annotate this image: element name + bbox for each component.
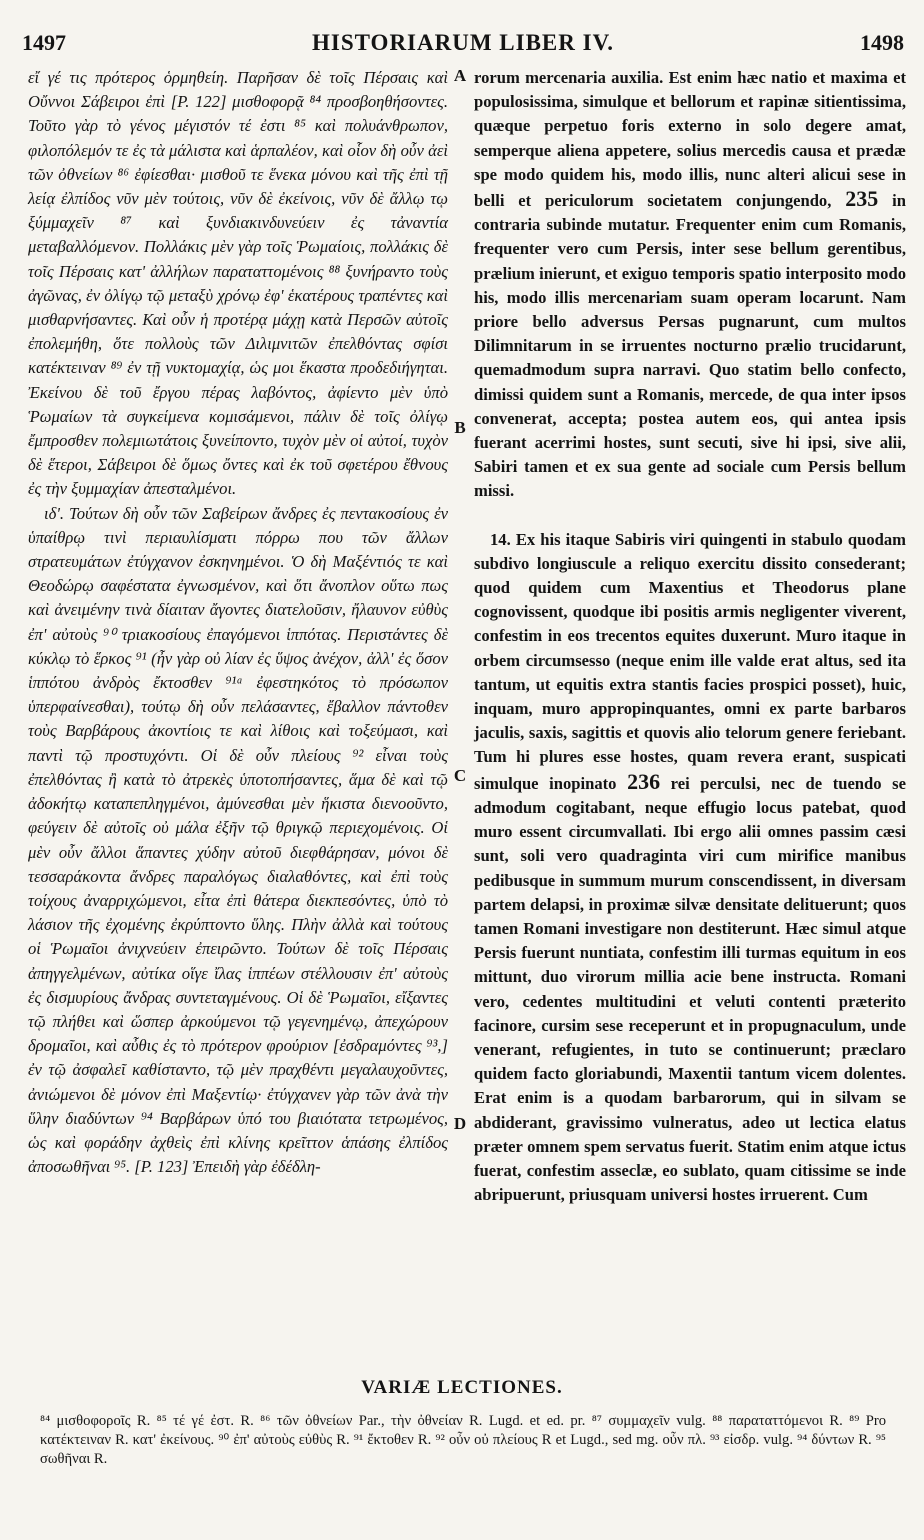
page-number-right: 1498 xyxy=(859,30,904,55)
latin-paragraph-1 xyxy=(474,66,906,504)
section-marker-b: B xyxy=(454,418,466,437)
latin-paragraph-1-start: rorum mercenaria auxilia. Est enim hæc natio et maxima et populosissima, simulque et bellorum et rapinæ sitientissima, quæque perpetuo foris externo in solo degere amat, semperque aliena appetere, solius mercedis causa et prædæ spe modo quidem his, modo illis, nunc alteri alicui sese in belli et periculorum societatem conjungendo, xyxy=(474,68,906,211)
greek-column xyxy=(28,66,448,1179)
latin-paragraph-2 xyxy=(474,528,906,1208)
latin-paragraph-2-end: rei perculsi, nec de tuendo se admodum cogitabant, neque effugio locus patebat, quod muro essent circumvallati. Ibi ergo alii omnes passim cæsi sunt, soli vero quadraginta viri cum mirifice manibus pedibusque in summum murum conscendissent, in diversam partem delapsi, in proximæ silvæ densitate delituerunt; quos tamen Romani investigare non destiterunt. Hæc simul atque Persis fuerunt nuntiata, confestim illi turmas equitum in eos mittunt, duo virorum millia acie bene instructa. Romani vero, cedentes multitudini et veluti contenti præterito facinore, cursim sese receperunt et in propugnaculum, unde venerant, refugientes, in tuto se continuerunt; præclaro quidem facto gloriabundi, Maxentii tantum vicem dolentes. Erat enim is a quodam barbarorum, qui in silvam se abdiderant, gravissimo vulneratus, adeo ut lectica elatus præter omnem spem servatus fuerit. Statim enim atque ictus fuerat, confestim asseclæ, eo sublato, quam citissime se inde abripuerunt, priusquam universi hostes irruerent. Cum xyxy=(474,773,906,1205)
margin-number-235: 235 xyxy=(845,186,879,212)
section-marker-d: D xyxy=(453,1114,467,1133)
running-title: HISTORIARUM LIBER IV. xyxy=(312,30,614,55)
latin-column xyxy=(474,66,906,1207)
latin-paragraph-2-start: 14. Ex his itaque Sabiris viri quingenti in stabulo quodam subdivo longiuscule a reliquo exercitu dissito consederant; quod quidem cum Maxentius et Theodorus plane cognovissent, quodque ibi positis armis negligenter viverent, confestim in eos trecentos equites duxerunt. Muro itaque in orbem circumsesso (neque enim ille valde erat altus, sed ita tantum, ut equitis extra stantis facies prospici posset), huic, inquam, muro appropinquantes, omni ex parte barbaros jaculis, saxis, sagittis et quovis alio telorum genere feriebant. Tum hi plures esse hostes, quam revera erant, suspicati simulque inopinato xyxy=(474,529,906,793)
margin-number-236: 236 xyxy=(627,768,661,794)
page-number-left: 1497 xyxy=(22,30,66,55)
section-marker-c: C xyxy=(453,766,467,785)
variae-lectiones-text: ⁸⁴ μισθοφοροῖς R. ⁸⁵ τέ γέ ἐστ. R. ⁸⁶ τῶν ὀθνείων Par., τὴν ὀθνείαν R. Lugd. et ed. pr. ⁸⁷ συμμαχεῖν vulg. ⁸⁸ παραταττόμενοι R. ⁸⁹ Pro κατέκτειναν R. κατ' ἐκείνους. ⁹⁰ ἐπ' αὐτοὺς εὐθὺς R. ⁹¹ ἔκτοθεν R. ⁹² οὖν οὐ πλείους R et Lugd., sed mg. οὖν πλ. ⁹³ εἰσδρ. vulg. ⁹⁴ δύντων R. ⁹⁵ σωθῆναι R. xyxy=(40,1413,886,1467)
section-marker-a: A xyxy=(453,66,467,85)
variae-lectiones-title: VARIÆ LECTIONES. xyxy=(361,1377,563,1398)
greek-paragraph-2: ιδʹ. Τούτων δὴ οὖν τῶν Σαβείρων ἄνδρες ἐς πεντακοσίους ἐν ὑπαίθρῳ τινὶ περιαυλίσματι πόρρω που τῶν ἄλλων στρατευμάτων ἐτύγχανον ἐσκηνημένοι. Ὁ δὴ Μαξέντιός τε καὶ Θεοδώρῳ σαφέστατα ἐγνωσμένον, καὶ ὅτι ἄνοπλον οὕτω πως καὶ ἀνειμένην τινὰ δίαιταν ἄγοντες διατελοῦσιν, ἤλαυνον εὐθὺς ἐπ' αὐτοὺς ⁹⁰ τριακοσίους ἐπαγόμενοι ἱππότας. Περιστάντες δὲ κύκλῳ τὸ ἕρκος ⁹¹ (ἦν γὰρ οὐ λίαν ἐς ὕψος ἀνέχον, ἀλλ' ἐς ὅσον ἱππότου ἀνδρὸς ἔκτοσθεν ⁹¹ᵃ ἐφεστηκότος τὸ πρόσωπον ὑπερφαίνεσθαι), τούτῳ δὴ οὖν πελάσαντες, ἔβαλλον πάντοθεν τοὺς Βαρβάρους ἀκοντίοις τε καὶ λίθοις καὶ τοξεύμασι, καὶ παντὶ τῷ προστυχόντι. Οἱ δὲ οὖν πλείους ⁹² εἶναι τοὺς ἐπελθόντας ἢ κατὰ τὸ ἀτρεκὲς ὑποτοπήσαντες, ἅμα δὲ καὶ τῷ ἀδοκήτῳ καταπεπληγμένοι, ἀμύνεσθαι μὲν ἥκιστα διενοοῦντο, φεύγειν δὲ αὐτοῖς οὐ μάλα ἐξῆν τῷ θριγκῷ περιεχομένοις. Οἱ μὲν οὖν ἄλλοι ἅπαντες χύδην αὐτοῦ διεφθάρησαν, μόνοι δὲ τεσσαράκοντα ἄνδρες παραλόγως διαλαθόντες, καὶ ἐπὶ τοὺς τοίχους ἀναρριχώμενοι, εἶτα ἐπὶ θάτερα διεκπεσόντες, ὑπὸ τὸ λάσιον τῆς ἐχομένης ἐκρύπτοντο ὕλης. Πλὴν ἀλλὰ καὶ τούτους οἱ Ῥωμαῖοι ἀνιχνεύειν ἐπειρῶντο. Τούτων δὲ τοῖς Πέρσαις ἀπηγγελμένων, αὐτίκα οἵγε ἴλας ἱππέων στέλλουσιν ἐπ' αὐτοὺς ἐς δισμυρίους ἄνδρας συντεταγμένους. Οἱ δὲ Ῥωμαῖοι, εἴξαντες τῷ πλήθει καὶ ὥσπερ ἀρκούμενοι τῷ γεγενημένῳ, ἀπεχώρουν δρομαῖοι, καὶ αὖθις ἐς τὸ πρότερον φρούριον [ἐσδραμόντες ⁹³,] ἐν τῷ ἀσφαλεῖ καθίσταντο, τῷ μὲν πραχθέντι μεγαλαυχοῦντες, ἀνιώμενοι δὲ μόνον ἐπὶ Μαξεντίῳ· ἐτύγχανεν γὰρ τῶν ἀνὰ τὴν ὕλην διαδύντων ⁹⁴ Βαρβάρων ὑπό του βιαιότατα τετρωμένος, ὡς καὶ φοράδην ἀχθεὶς ἐπὶ κλίνης κρεῖττον ἁπάσης ἐλπίδος ἀποσωθῆναι ⁹⁵. [P. 123] Ἐπειδὴ γὰρ ἐδέδλη- xyxy=(28,503,448,1177)
latin-paragraph-1-end: in contraria subinde mutatur. Frequenter enim cum Romanis, frequenter vero cum Persis, inter sese bellum gerentibus, prælium inierunt, et exiguo temporis spatio interposito modo his, modo illis mercenariam suam operam locarunt. Nam priore bello adversus Persas pugnarunt, cum multos Dilimnitarum in se irruentes nocturno prælio trucidarunt, quemadmodum supra narravi. Quo statim bello confecto, dimissi quidem sunt a Romanis, mercede, de qua inter ipsos convenerat, accepta; postea autem eos, qui antea ipsis fuerant acerrimi hostes, sunt secuti, sive hi ipsi, sive alii, Sabiri tamen et ex sua gente ad sociale cum Persis bellum missi. xyxy=(474,191,907,501)
greek-paragraph-1: εἴ γέ τις πρότερος ὁρμηθείη. Παρῆσαν δὲ τοῖς Πέρσαις καὶ Οὔννοι Σάβειροι ἐπὶ [P. 122] μισθοφορᾷ ⁸⁴ προσβοηθήσοντες. Τοῦτο γὰρ τὸ γένος μέγιστόν τέ ἐστι ⁸⁵ καὶ πολυάνθρωπον, φιλοπόλεμόν τε ἐς τὰ μάλιστα καὶ ἁρπαλέον, καὶ οἷον δὴ οὖν ἀεὶ τῶν ὀθνείων ⁸⁶ ἐφίεσθαι· μισθοῦ τε ἕνεκα μόνου καὶ τῆς ἐπὶ τῇ λείᾳ ἐλπίδος νῦν μὲν τούτοις, νῦν δὲ ἐκείνοις, νῦν δὲ ἄλλῳ τῳ ξύμμαχεῖν ⁸⁷ καὶ ξυνδιακινδυνεύειν ἐς τἀναντία μεταβαλλόμενον. Πολλάκις μὲν γὰρ τοῖς Ῥωμαίοις, πολλάκις δὲ τοῖς Πέρσαις κατ' ἀλλήλων παραταττομένοις ⁸⁸ ξυνήραντο τοὺς ἀγῶνας, ἐν ὀλίγῳ τῷ μεταξὺ χρόνῳ ἐφ' ἑκατέρους τραπέντες καὶ μισθαρνήσαντες. Καὶ οὖν ἡ προτέρᾳ μάχῃ κατὰ Περσῶν αὐτοῖς ἐπολεμήθη, ὅτε πολλοὺς τῶν Διλιμνιτῶν ἐπελθόντας σφίσι κατέκτειναν ⁸⁹ ἐν τῇ νυκτομαχίᾳ, ὡς μοι ἕκαστα προδεδιήγηται. Ἐκείνου δὲ τοῦ ἔργου πέρας λαβόντος, ἀφίεντο μὲν ὑπὸ Ῥωμαίων τὰ συγκείμενα κομισάμενοι, πάλιν δὲ τοῖς ὀλίγῳ ἔμπροσθεν πολεμιωτάτοις ξυνείποντο, τυχὸν μὲν οἱ αὐτοί, τυχὸν δὲ ἕτεροι, Σάβειροι δὲ ὅμως ὄντες καὶ ἐκ τοῦ σφετέρου ἔθνους ἐς τὴν ξυμμαχίαν ἀπεσταλμένοι. xyxy=(28,68,448,499)
running-header xyxy=(22,30,904,64)
